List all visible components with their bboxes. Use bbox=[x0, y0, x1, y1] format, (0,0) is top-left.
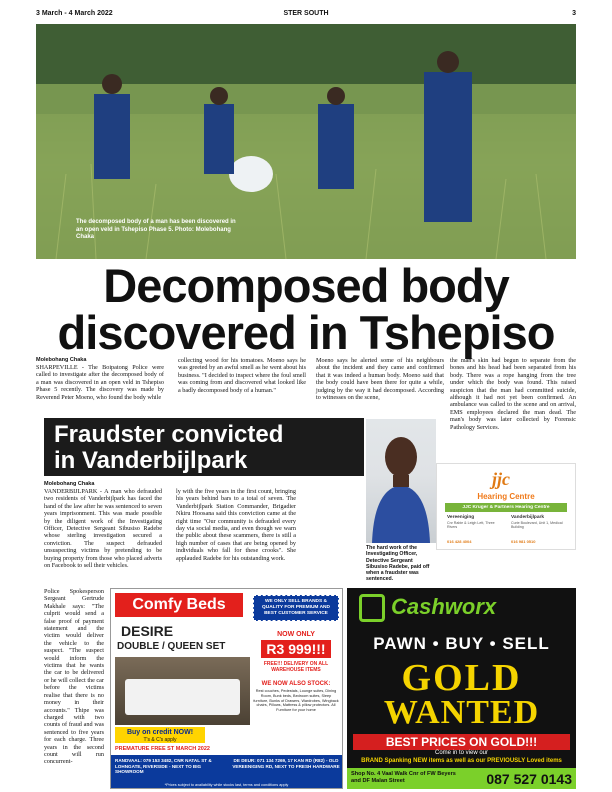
story2-column-1: VANDERBIJLPARK - A man who defrauded two residents of Vanderbijlpark has faced the hand of the law after he was sentenced to seven years imprisonment. This was made possible by the diligent work of the Investigating Officer, Detective Sergeant Sibusiso Radebe whose sterling investigation secured a conviction. The suspect defrauded unsuspecting victims by pretending to be buying property from those who placed adverts on Facebook to sell their vehicles. bbox=[44, 488, 162, 570]
hearing-address-1: Cnr Rabie & Leigh Lett, Three Rivers bbox=[447, 521, 495, 530]
portrait-caption: The hard work of the Investigating Officer, Detective Sergeant Sibusiso Radebe, paid off when a fraudster was sentenced. bbox=[366, 545, 430, 583]
comfy-delivery-note: PREMATURE FREE ST MARCH 2022 bbox=[115, 746, 210, 752]
cashworx-footer bbox=[347, 768, 576, 789]
hearing-ad-title: Hearing Centre bbox=[477, 492, 535, 501]
cashworx-gold: GOLD bbox=[401, 657, 522, 699]
mattress-shape bbox=[125, 679, 240, 715]
story2-headline bbox=[44, 418, 364, 476]
cashworx-ad[interactable] bbox=[347, 588, 576, 789]
credit-badge bbox=[115, 727, 205, 743]
cashworx-come-in: Come in to view our bbox=[434, 750, 489, 756]
comfy-offer-panel bbox=[253, 595, 339, 713]
hearing-location-2: Vanderbijlpark bbox=[511, 515, 545, 520]
cashworx-best-prices: BEST PRICES ON GOLD!!! bbox=[353, 734, 570, 750]
officer-illustration bbox=[366, 419, 436, 543]
story1-column-1: SHARPEVILLE - The Boipatong Police were called to investigate after the decomposed body of a man was discovered in an open veld in Tshepiso Phase 5 recently. The discovery was made by Reverend Peter Moeno, who found the body while bbox=[36, 364, 164, 401]
story1-column-3: Moeno says he alerted some of his neighbours about the incident and they came and confirmed that it was indeed a human body. Moeno said that the body could have been there for quite a while, judging by the way it had decomposed. According to witnesses on the scene, bbox=[316, 357, 444, 402]
hearing-location-1: Vereeniging bbox=[447, 515, 475, 520]
story2-column-1-continued: Police Spokesperson Sergeant Gertrude Makhale says: "The culprit would send a false proof of payment statement and the victim would deliver the vehicle to the suspect. "The suspect would inform the victims that he wants the car to be delivered or he will collect the car before the victims realise that there is no money in their accounts." Thipe was charged with two counts of fraud and was sentenced to five years for each charge. Three years in the second count will run concurrent- bbox=[44, 588, 104, 766]
credit-label: Buy on credit NOW! bbox=[126, 729, 194, 736]
cashworx-pawn-buy-sell: PAWN • BUY • SELL bbox=[373, 634, 550, 653]
story-headline bbox=[36, 259, 576, 359]
subhead-line-2: in Vanderbijlpark bbox=[54, 447, 248, 474]
comfy-terms: *Prices subject to availability while stocks last, terms and conditions apply bbox=[164, 783, 289, 787]
story2-byline: Molebohang Chaka bbox=[44, 481, 95, 487]
page-header bbox=[36, 10, 576, 22]
comfy-stock-heading: WE NOW ALSO STOCK: bbox=[261, 681, 331, 687]
comfy-quality-banner: WE ONLY SELL BRANDS & QUALITY FOR PREMIUM AND BEST CUSTOMER SERVICE bbox=[253, 595, 339, 621]
cashworx-phone: 087 527 0143 bbox=[486, 771, 572, 787]
paper-name: STER SOUTH bbox=[283, 10, 329, 17]
hearing-centre-ad[interactable] bbox=[436, 463, 576, 550]
hearing-phone-2: 016 981 0510 bbox=[511, 539, 536, 544]
comfy-beds-ad[interactable] bbox=[110, 588, 343, 789]
comfy-price: R3 999!!! bbox=[261, 640, 331, 658]
cashworx-logo-icon bbox=[359, 594, 385, 622]
comfy-branch-randvaal: RANDVAAL: 079 153 3482, CNR NATAL ST & LOHNGATE, RIVERSIDE - NEXT TO BIG SHOWROOM bbox=[115, 758, 212, 775]
story1-column-2: collecting wood for his tomatoes. Moeno says he was greeted by an awful smell as he went about his business. "I decided to inspect where the foul smell was coming from and discovered what looked like a badly decomposed body of a human." bbox=[178, 357, 306, 394]
jjc-logo: jjc bbox=[492, 469, 510, 489]
comfy-footer bbox=[111, 755, 342, 789]
cashworx-logo: Cashworx bbox=[391, 594, 497, 619]
cashworx-items: BRAND Spanking NEW items as well as our PREVIOUSLY Loved items bbox=[361, 758, 562, 764]
issue-date: 3 March - 4 March 2022 bbox=[36, 10, 113, 17]
page-number: 3 bbox=[572, 10, 576, 17]
comfy-stock-list: Rest couches, Pedestals, Lounge suites, Dining Room, Bunk beds, Bedroom suites, Sleep furniture, Bunks of Drawers, Wardrobes, Wingback chairs, Pillows, Mattress & pillow protectors. All Furniture for your home bbox=[253, 689, 339, 713]
comfy-free-delivery: FREE!!! DELIVERY ON ALL WAREHOUSE ITEMS bbox=[263, 661, 329, 673]
cashworx-address: Shop No. 4 Vaal Walk Cnr of FW Beyers and DF Malan Street bbox=[351, 771, 456, 784]
comfy-branch-de-deur: DE DEUR: 071 134 7269, 17 KAN RD (R82) - OLD VEREENIGING RD, NEXT TO FRESH HARDWARE bbox=[232, 758, 340, 769]
hearing-phone-1: 016 428 4004 bbox=[447, 539, 472, 544]
bed-image bbox=[115, 657, 250, 725]
story2-column-2: ly with the five years in the first count, bringing his years behind bars to a total of seven. The Vanderbijlpark Station Commander, Brigadier Nkiru Hoosana said this conviction came at the right time "Our community is defrauded every day via social media, and even though we warn the public about these scammers, there is still a high number of cases that are being opened by individuals who fall for these crooks". She applauded Radebe for his outstanding work. bbox=[176, 488, 296, 562]
cashworx-wanted: WANTED bbox=[383, 694, 540, 731]
comfy-sizes: DOUBLE / QUEEN SET bbox=[117, 641, 226, 652]
credit-terms: T's & C's apply bbox=[143, 737, 177, 743]
hearing-ad-bar: JJC Kruger & Partners Hearing Centre bbox=[445, 503, 567, 512]
headline-line-1: Decomposed body bbox=[103, 259, 509, 312]
comfy-product-name: DESIRE bbox=[121, 623, 174, 639]
officer-portrait bbox=[366, 419, 436, 543]
comfy-now-only: NOW ONLY bbox=[277, 631, 315, 638]
comfy-beds-logo: Comfy Beds bbox=[115, 593, 243, 617]
story1-column-4: the man's skin had begun to separate from the bones and his head had been separated from his body. There was a rope hanging from the tree under which the body was found. This raised suspicion that the man had committed suicide, although it had not yet been confirmed. An ambulance was called to the scene and on arrival, EMS employees declared the man dead. The man's body was later collected by Forensic Pathology Services. bbox=[450, 357, 576, 431]
story1-byline: Molebohang Chaka bbox=[36, 357, 87, 363]
hearing-address-2: Curie Boulevard, Unit 1, Medical Building bbox=[511, 521, 563, 530]
headline-line-2: discovered in Tshepiso bbox=[57, 306, 555, 359]
lead-photo bbox=[36, 24, 576, 259]
subhead-line-1: Fraudster convicted bbox=[54, 421, 284, 448]
photo-caption: The decomposed body of a man has been discovered in an open veld in Tshepiso Phase 5. Photo: Molebohang Chaka bbox=[76, 219, 236, 240]
